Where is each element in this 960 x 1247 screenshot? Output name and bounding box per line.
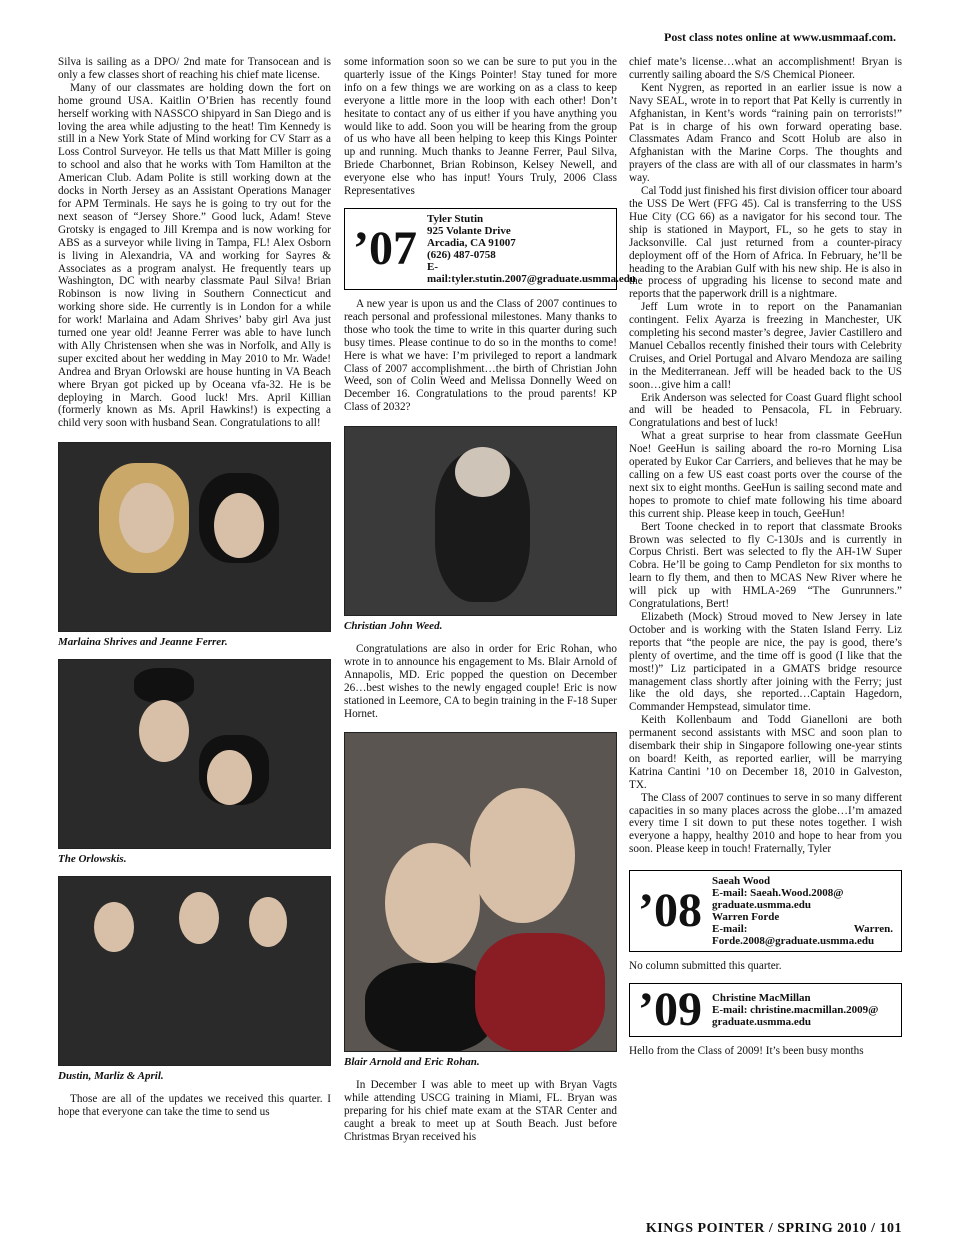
paragraph: What a great surprise to hear from classmate GeeHun Noe! GeeHun is sailing aboard the ro-ro Morning Lisa operated by Eukor Car Carriers, and believes that he may be calling on a few US east coast ports over the course of the next six to eight months. GeeHun is sailing second mate and hopes to promote to chief mate following his time aboard this current ship. Please keep in touch, GeeHun! [629,430,902,520]
class-box-2008 [629,870,902,952]
paragraph: Erik Anderson was selected for Coast Guard flight school and will be headed to Pensacola, FL in February. Congratulations and best of luck! [629,391,902,430]
photo-shrives-ferrer [58,442,331,632]
column-2 [344,56,637,1144]
class-box-2009 [629,983,902,1037]
rep-name: Christine MacMillan [711,992,811,1005]
rep-name: Warren Forde [711,911,780,924]
photo-caption: Blair Arnold and Eric Rohan. [344,1056,480,1069]
paragraph: Congratulations are also in order for Eric Rohan, who wrote in to announce his engagement to Ms. Blair Arnold of Annapolis, MD. Eric popped the question on December 26…best wishes to the newly engaged couple! Eric is now stationed in Leemore, CA to begin training in the F-18 Super Hornet. [344,643,617,720]
paragraph: Silva is sailing as a DPO/ 2nd mate for Transocean and is only a few classes short of reaching his chief mate license. [58,56,331,81]
paragraph: In December I was able to meet up with Bryan Vagts while attending USCG training in Miami, FL. Bryan was preparing for his chief mate exam at the STAR Center and caught a break to meet up at South Beach. Just before Christmas Bryan received his [344,1079,617,1143]
paragraph: Cal Todd just finished his first division officer tour aboard the USS De Wert (FFG 45). Cal is transferring to the USS Hue City (CG 66) as a navigator for his second tour. The ship is stationed in Mayport, FL, so he gets to stay in Jacksonville. Cal just returned from a counter-piracy deployment off of the Horn of Africa. In February, he’ll be heading to the Arabian Gulf with his new ship. He is also in the process of upgrading his license to second mate and reports that the paperwork drill is a nightmare. [629,185,902,301]
page-footer: KINGS POINTER / SPRING 2010 / 101 [645,1221,902,1236]
rep-name: Tyler Stutin [426,212,484,225]
paragraph: The Class of 2007 continues to serve in so many different capacities in so many places across the globe…I’m amazed every time I sit down to put these notes together. I wish everyone a happy, healthy 2010 and hope to hear from you soon. Please keep in touch! Fraternally, Tyler [629,791,902,856]
rep-email[interactable]: E-mail: Saeah.Wood.2008@ [711,887,844,900]
rep-email[interactable]: E-mail: Warren. Forde.2008@graduate.usmma.edu [711,923,893,948]
paragraph: Hello from the Class of 2009! It’s been busy months [629,1045,864,1058]
rep-address: 925 Volante Drive [426,224,511,237]
paragraph: some information soon so we can be sure to put you in the quarterly issue of the Kings Pointer! Stay tuned for more info on a few things we are working on as a class to keep everyone a little more in the loop with each other! Don’t hesitate to contact any of us either if you have anything you would like to add. Soon you will be hearing from the group of us who have all been helping to keep this Kings Pointer up and running. Much thanks to Jeanne Ferrer, Paul Silva, Briede Charbonnet, Brian Robinson, Kelsey Newell, and everyone else who has input! Yours Truly, 2006 Class Representatives [344,56,617,198]
rep-email[interactable]: E-mail:tyler.stutin.2007@graduate.usmma.edu [426,260,637,285]
photo-arnold-rohan [344,732,617,1052]
paragraph: chief mate’s license…what an accomplishment! Bryan is currently sailing aboard the S/S Chemical Pioneer. [629,56,902,81]
rep-email[interactable]: E-mail: christine.macmillan.2009@ [711,1004,879,1017]
class-box-2007 [344,208,637,290]
column-1 [58,56,331,1119]
class-year: ’07 [353,221,417,275]
photo-caption: The Orlowskis. [58,853,127,866]
rep-name: Saeah Wood [711,875,771,888]
rep-email[interactable]: graduate.usmma.edu [711,899,811,912]
class-year: ’09 [638,983,702,1037]
photo-orlowskis [58,659,331,849]
header-note: Post class notes online at www.usmmaaf.com. [664,30,896,44]
photo-caption: Dustin, Marliz & April. [58,1070,164,1083]
rep-email[interactable]: graduate.usmma.edu [711,1016,811,1029]
rep-address: Arcadia, CA 91007 [426,236,516,249]
photo-caption: Marlaina Shrives and Jeanne Ferrer. [58,636,228,649]
photo-caption: Christian John Weed. [344,620,443,633]
paragraph: Bert Toone checked in to report that classmate Brooks Brown was selected to fly C-130Js and is currently in Corpus Christi. Bert was selected to fly the AH-1W Super Cobra. He’ll be going to Camp Pendleton for six months to learn to fly them, and then to MCAS New River where he will pick up with HMLA-269 “The Gunrunners.” Congratulations, Bert! [629,520,902,611]
paragraph: Jeff Lum wrote in to report on the Panamanian contingent. Felix Ayarza is freezing in Manchester, UK completing his second master’s degree, Javier Castillero and Manuel Ceballos recently finished their tours with Celebrity Cruises, and Oriel Portugal and Alvaro Mendoza are sailing in the Mediterranean. Jeff will be headed back to the US soon…give him a call! [629,301,902,391]
column-3 [629,56,902,1058]
paragraph: Elizabeth (Mock) Stroud moved to New Jersey in late October and is working with the Staten Island Ferry. Liz reports that “the people are nice, the pay is good, there’s plenty of overtime, and the time off is good (I like that the most!)” Liz participated in a GMATS bridge resource management class shortly after joining with the Ferry; just like the old days, she reported…Captain Hagedorn, Commander Hempstead, simulator time. [629,610,902,714]
paragraph: Kent Nygren, as reported in an earlier issue is now a Navy SEAL, wrote in to report that Pat Kelly is currently in Afghanistan, in Kent’s words “raining pain on terrorists!” Pat is in charge of his own forward operating base. Classmates Adam Franco and Scott Holub are also in Afghanistan with the Marine Corps. The thoughts and prayers of the class are with all of our classmates in harm’s way. [629,81,902,185]
paragraph: A new year is upon us and the Class of 2007 continues to reach personal and professional milestones. Many thanks to those who took the time to write in this quarter during such busy times. Please continue to do so in the months to come! Here is what we have: I’m privileged to report a landmark Class of 2007 accomplishment…the birth of Christian John Weed, son of Colin Weed and Melissa Donnelly Weed on December 16. Congratulations to the proud parents! KP Class of 2032? [344,297,617,414]
paragraph: No column submitted this quarter. [629,960,782,973]
paragraph: Those are all of the updates we received this quarter. I hope that everyone can take the time to send us [58,1093,331,1118]
paragraph: Keith Kollenbaum and Todd Gianelloni are both permanent second assistants with MSC and soon plan to disembark their ship in Singapore following one-year stints on board! Keith, as reported earlier, will be marrying Katrina Cantini ’10 on December 18, 2010 in Galveston, TX. [629,714,902,791]
class-year: ’08 [638,884,702,938]
photo-christian-weed [344,426,617,616]
photo-dustin-marliz-april [58,876,331,1066]
paragraph: Many of our classmates are holding down the fort on home ground USA. Kaitlin O’Brien has recently found herself working with NASSCO shipyard in San Diego and is loving the area while adjusting to the heat! Tim Kennedy is still in a New York State of Mind working for CV Starr as a Loss Control Surveyor. He tells us that Matt Miller is going to school and also that he works with Tom Hamilton at the American Club. Adam Polite is still working down at the docks in North Jersey as an Assistant Operations Manager for APM Terminals. He says he is going to try out for the next season of “Jersey Shore.” Good luck, Adam! Steve Grotsky is engaged to Jill Krempa and is now working for ABS as a surveyor while living in Tampa, FL! Alex Osborn is living in Alexandria, VA and working for Sayres & Associates as a program analyst. He frequently tears up Washington, DC with nearby classmate Paul Silva! Brian Robinson is now living in Southern Connecticut and working shore side. He currently is in London for a while for work! Marlaina and Adam Shrives’ baby girl Ava just turned one year old! Jeanne Ferrer was able to have lunch with Ally Christensen when she was in Norfolk, and Ally is super excited about her wedding in May 2010 to Mr. Wade! Andrea and Bryan Orlowski are house hunting in VA Beach where Bryan got picked up by Oceana vfa-32. He is be deploying in March. Good luck! Mrs. April Killian (formerly known as Ms. April Hawkins!) is expecting a child very soon with husband Sean. Congratulations to all! [58,81,331,430]
rep-phone: (626) 487-0758 [426,248,496,261]
